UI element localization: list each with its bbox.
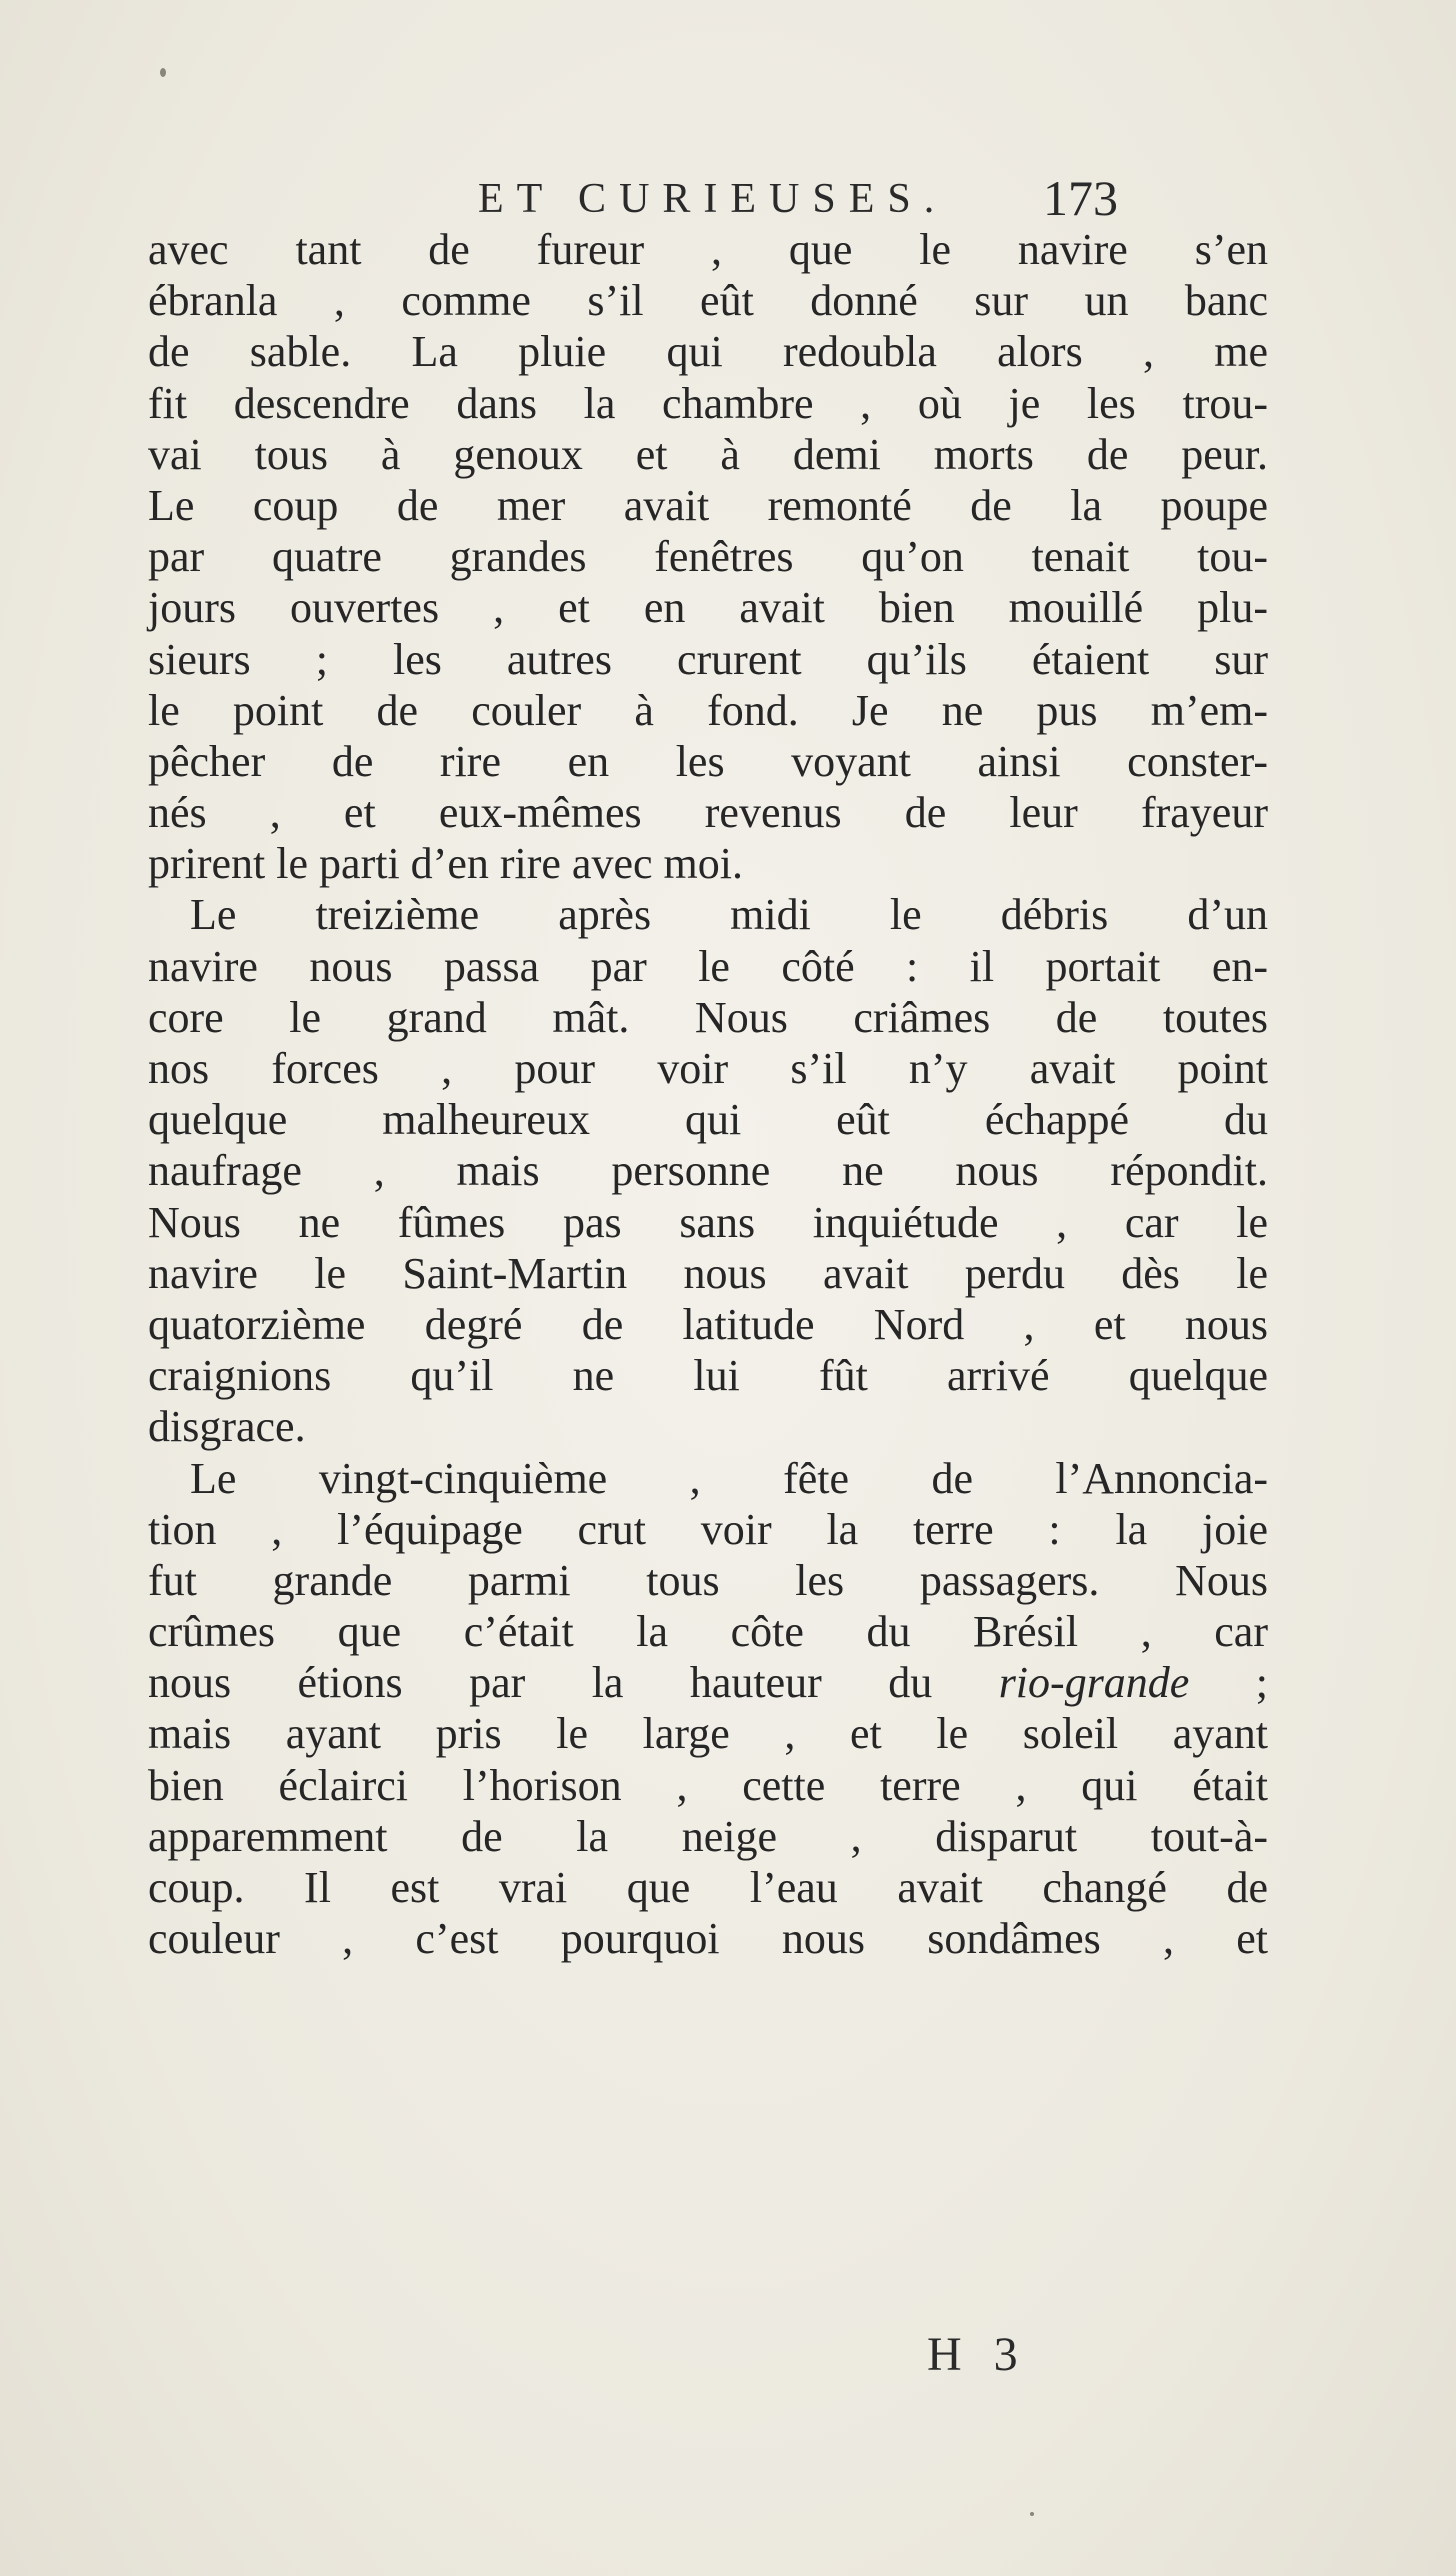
text-line: Nous ne fûmes pas sans inquiétude , car le [148,1197,1268,1247]
text-line: sieurs ; les autres crurent qu’ils étaient sur [148,634,1268,684]
running-title: ET CURIEUSES. [478,176,948,222]
text-line: prirent le parti d’en rire avec moi. [148,839,743,889]
text-line: jours ouvertes , et en avait bien mouillé plu- [148,583,1268,633]
text-line: navire nous passa par le côté : il portait en- [148,941,1268,991]
italic-place-name: rio-grande [998,1658,1190,1708]
text-line: de sable. La pluie qui redoubla alors , me [148,327,1268,377]
text-line: quatorzième degré de latitude Nord , et nous [148,1299,1268,1349]
text-line: mais ayant pris le large , et le soleil ayant [148,1709,1268,1759]
paragraph-start-line: Le treizième après midi le débris d’un [190,890,1268,940]
text-line: Le coup de mer avait remonté de la poupe [148,480,1268,530]
text-line: bien éclairci l’horison , cette terre , qui était [148,1760,1268,1810]
text-line: vai tous à genoux et à demi morts de peur. [148,429,1268,479]
text-line: tion , l’équipage crut voir la terre : la joie [148,1504,1268,1554]
text-line: pêcher de rire en les voyant ainsi conster- [148,736,1268,786]
text-line: core le grand mât. Nous criâmes de toutes [148,992,1268,1042]
text-line: avec tant de fureur , que le navire s’en [148,225,1268,274]
text-line: nos forces , pour voir s’il n’y avait point [148,1044,1268,1093]
text-line: naufrage , mais personne ne nous répondit. [148,1146,1268,1196]
text-line: fit descendre dans la chambre , où je les trou- [148,378,1268,428]
text-line: crûmes que c’était la côte du Brésil , car [148,1607,1268,1657]
text-line: le point de couler à fond. Je ne pus m’em- [148,685,1268,735]
text-line: ébranla , comme s’il eût donné sur un banc [148,276,1268,326]
paper-speck [1030,2512,1034,2516]
text-line: couleur , c’est pourquoi nous sondâmes , et [148,1914,1268,1964]
signature-mark: H 3 [927,2328,1028,2381]
page-number: 173 [1043,170,1118,226]
text-line: disgrace. [148,1402,306,1452]
paragraph-start-line: Le vingt-cinquième , fête de l’Annoncia- [190,1453,1268,1503]
paper-speck [160,68,166,77]
text-line: navire le Saint-Martin nous avait perdu dès le [148,1248,1268,1298]
text-line: apparemment de la neige , disparut tout-à- [148,1811,1268,1861]
text-line: par quatre grandes fenêtres qu’on tenait tou- [148,532,1268,582]
text-line: craignions qu’il ne lui fût arrivé quelque [148,1351,1268,1401]
text-line-with-italic [148,1657,1268,1708]
text-segment: nous étions par la hauteur du [148,1658,933,1708]
text-line: coup. Il est vrai que l’eau avait changé de [148,1863,1268,1912]
text-line: nés , et eux-mêmes revenus de leur frayeur [148,788,1268,838]
text-segment: ; [1189,1658,1268,1708]
text-line: fut grande parmi tous les passagers. Nous [148,1555,1268,1605]
text-line: quelque malheureux qui eût échappé du [148,1095,1268,1145]
body-text [148,224,1268,1964]
